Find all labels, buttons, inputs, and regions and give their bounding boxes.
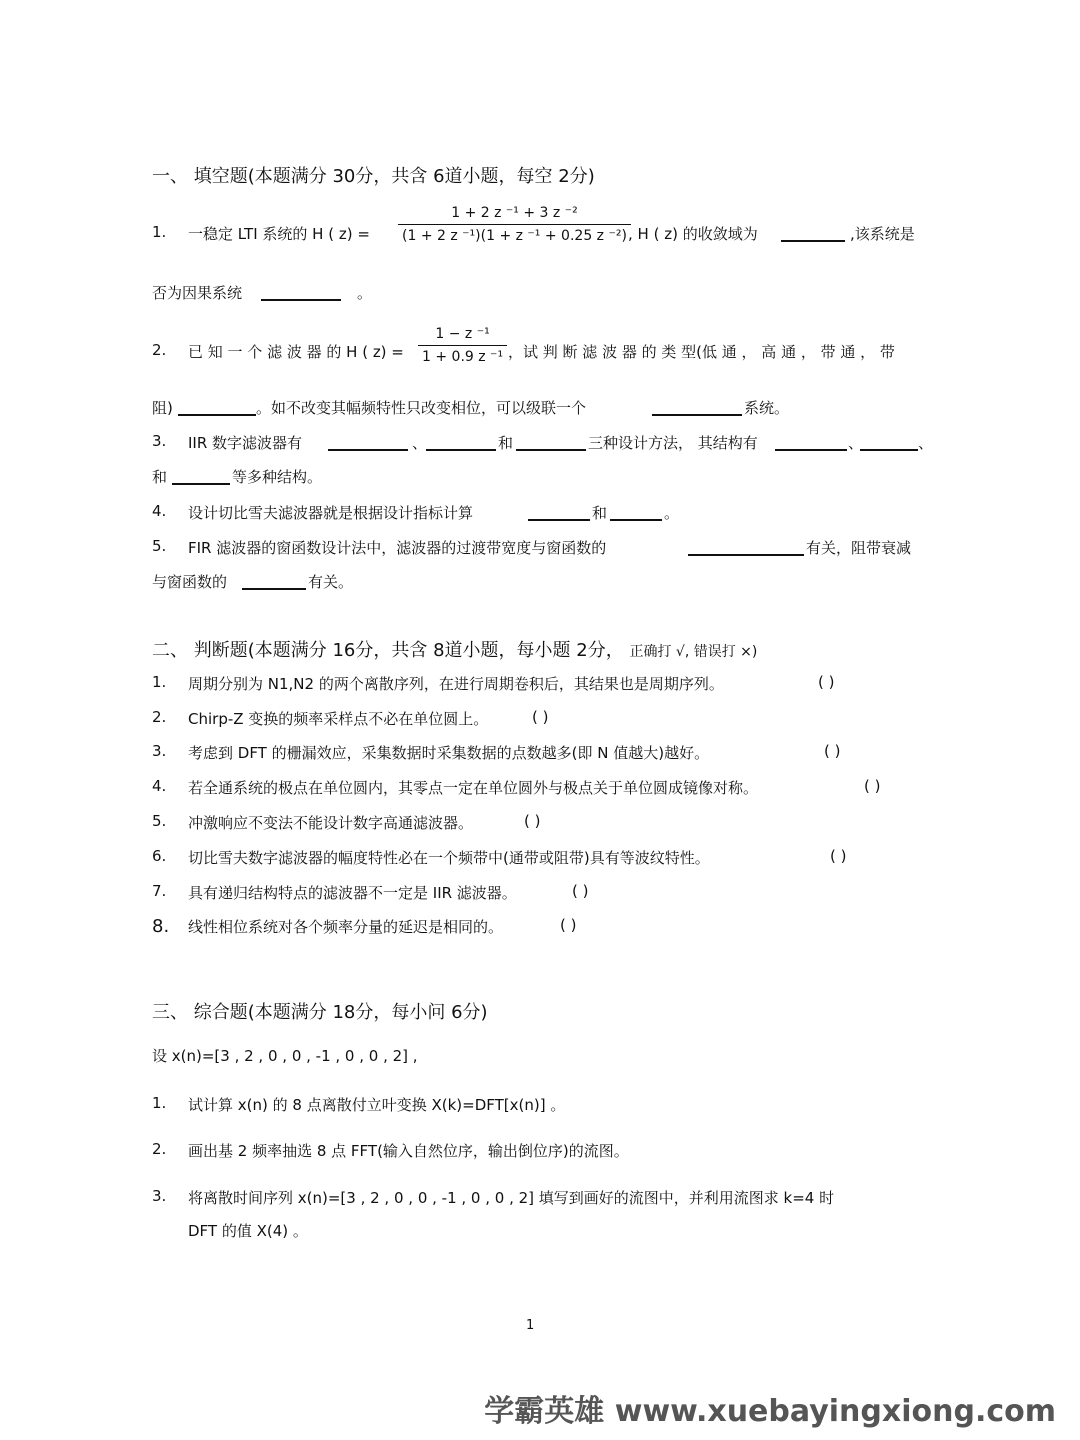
judge-item-5 [152, 812, 541, 832]
q1-denominator: (1 + 2 z ⁻¹)(1 + z ⁻¹ + 0.25 z ⁻²) [402, 228, 627, 244]
section2-heading-main: 二、 判断题(本题满分 16分，共含 8道小题，每小题 2分， [152, 640, 624, 661]
q2-numerator: 1 − z ⁻¹ [435, 326, 490, 342]
q3-text-a: IIR 数字滤波器有 [188, 434, 303, 452]
judge-item-answer[interactable]: ( ) [818, 673, 835, 691]
q2-prefix: 已 知 一 个 滤 波 器 的 H ( z) = [188, 343, 404, 361]
section2-heading [152, 636, 757, 662]
q5-text-a: FIR 滤波器的窗函数设计法中，滤波器的过渡带宽度与窗函数的 [188, 539, 607, 557]
section3-intro: 设 x(n)=[3 , 2 , 0 , 0 , -1 , 0 , 0 , 2] , [152, 1047, 418, 1065]
judge-item-6 [152, 847, 847, 867]
q2-number: 2. [152, 341, 167, 359]
q4-text-a: 设计切比雪夫滤波器就是根据设计指标计算 [188, 504, 474, 522]
q3-blank-2[interactable] [426, 435, 496, 451]
q5-blank-1[interactable] [688, 540, 804, 556]
judge-item-number: 3. [152, 742, 167, 760]
q2-blank-system[interactable] [652, 400, 742, 416]
synth-item-number: 1. [152, 1094, 167, 1112]
q2-line2c: 系统。 [744, 399, 790, 417]
q1-numerator: 1 + 2 z ⁻¹ + 3 z ⁻² [451, 205, 578, 221]
q5-line2b: 有关。 [308, 573, 354, 591]
q3-blank-6[interactable] [172, 469, 230, 485]
q5-text-b: 有关，阻带衰减 [806, 539, 912, 557]
judge-item-answer[interactable]: ( ) [532, 708, 549, 726]
q2-suffix: ，试 判 断 滤 波 器 的 类 型(低 通 ， 高 通 ， 带 通 ， 带 [508, 343, 895, 361]
q3-blank-5[interactable] [860, 435, 918, 451]
judge-item-3 [152, 742, 841, 762]
q4-blank-1[interactable] [528, 505, 590, 521]
synth-item-3-line2: DFT 的值 X(4) 。 [188, 1222, 308, 1240]
q2-fraction-bar [418, 345, 507, 346]
judge-item-number: 6. [152, 847, 167, 865]
q3-number: 3. [152, 432, 167, 450]
q3-blank-3[interactable] [516, 435, 586, 451]
synth-item-3 [152, 1187, 835, 1207]
synth-item-text: 将离散时间序列 x(n)=[3 , 2 , 0 , 0 , -1 , 0 , 0 , 2] 填写到画好的流图中，并利用流图求 k=4 时 [188, 1189, 835, 1207]
q1-fraction [398, 205, 631, 244]
q1-blank-causal[interactable] [261, 285, 341, 301]
judge-item-answer[interactable]: ( ) [824, 742, 841, 760]
judge-item-text: 切比雪夫数字滤波器的幅度特性必在一个频带中(通带或阻带)具有等波纹特性。 [188, 849, 710, 867]
q1-fraction-bar [398, 224, 631, 225]
judge-item-number: 4. [152, 777, 167, 795]
q4-text-b: 和 [592, 504, 608, 522]
judge-item-text: 冲激响应不变法不能设计数字高通滤波器。 [188, 814, 474, 832]
q3-line2a: 和 [152, 468, 168, 486]
judge-item-number: 5. [152, 812, 167, 830]
q2-line2b: 。如不改变其幅频特性只改变相位，可以级联一个 [256, 399, 587, 417]
judge-item-answer[interactable]: ( ) [864, 777, 881, 795]
judge-item-number: 7. [152, 882, 167, 900]
synth-item-number: 3. [152, 1187, 167, 1205]
synth-item-2 [152, 1140, 629, 1160]
q1-line2b: 。 [357, 284, 373, 302]
judge-item-text: 若全通系统的极点在单位圆内，其零点一定在单位圆外与极点关于单位圆成镜像对称。 [188, 779, 759, 797]
q1-suffix: , H ( z) 的收敛域为 [628, 225, 758, 243]
q3-text-d: 三种设计方法， 其结构有 [588, 434, 758, 452]
q4-number: 4. [152, 502, 167, 520]
q3-line2b: 等多种结构。 [232, 468, 323, 486]
judge-item-7 [152, 882, 589, 902]
judge-item-number: 2. [152, 708, 167, 726]
q1-line2a: 否为因果系统 [152, 284, 243, 302]
synth-item-1 [152, 1094, 566, 1114]
q3-blank-1[interactable] [328, 435, 408, 451]
q1-number: 1. [152, 223, 167, 241]
judge-item-number: 1. [152, 673, 167, 691]
judge-item-1 [152, 673, 835, 693]
judge-item-text: 线性相位系统对各个频率分量的延迟是相同的。 [188, 918, 504, 936]
judge-item-text: 具有递归结构特点的滤波器不一定是 IIR 滤波器。 [188, 884, 517, 902]
judge-item-4 [152, 777, 881, 797]
q5-number: 5. [152, 537, 167, 555]
judge-item-text: Chirp-Z 变换的频率采样点不必在单位圆上。 [188, 710, 489, 728]
q3-text-e: 、 [848, 434, 864, 452]
synth-item-number: 2. [152, 1140, 167, 1158]
page-number: 1 [526, 1318, 535, 1333]
q2-denominator: 1 + 0.9 z ⁻¹ [422, 349, 504, 365]
footer-watermark: 学霸英雄 www.xuebayingxiong.com [484, 1394, 1056, 1429]
synth-item-text: 画出基 2 频率抽选 8 点 FFT(输入自然位序，输出倒位序)的流图。 [188, 1142, 629, 1160]
q3-blank-4[interactable] [775, 435, 847, 451]
judge-item-answer[interactable]: ( ) [560, 916, 577, 934]
judge-item-2 [152, 708, 549, 728]
q2-line2a: 阻) [152, 399, 173, 417]
q5-line2a: 与窗函数的 [152, 573, 228, 591]
synth-item-text: 试计算 x(n) 的 8 点离散付立叶变换 X(k)=DFT[x(n)] 。 [188, 1096, 566, 1114]
q1-blank-roc[interactable] [781, 226, 845, 242]
section1-heading: 一、 填空题(本题满分 30分，共含 6道小题，每空 2分) [152, 166, 595, 187]
judge-item-number: 8. [152, 916, 170, 937]
q1-prefix: 一稳定 LTI 系统的 H ( z) = [188, 225, 370, 243]
q1-suffix2: ,该系统是 [850, 225, 915, 243]
judge-item-text: 考虑到 DFT 的栅漏效应，采集数据时采集数据的点数越多(即 N 值越大)越好。 [188, 744, 710, 762]
q3-text-c: 和 [498, 434, 514, 452]
q5-blank-2[interactable] [242, 574, 306, 590]
q4-blank-2[interactable] [610, 505, 662, 521]
q4-text-c: 。 [664, 504, 680, 522]
section2-heading-small: 正确打 √, 错误打 ×) [629, 644, 758, 660]
q2-fraction [418, 326, 507, 365]
section3-heading: 三、 综合题(本题满分 18分，每小问 6分) [152, 1002, 488, 1023]
q2-blank-type[interactable] [178, 400, 256, 416]
judge-item-8 [152, 916, 577, 937]
q3-text-b: 、 [412, 434, 428, 452]
judge-item-answer[interactable]: ( ) [524, 812, 541, 830]
judge-item-answer[interactable]: ( ) [572, 882, 589, 900]
q3-text-f: 、 [918, 434, 934, 452]
judge-item-answer[interactable]: ( ) [830, 847, 847, 865]
judge-item-text: 周期分别为 N1,N2 的两个离散序列，在进行周期卷积后，其结果也是周期序列。 [188, 675, 724, 693]
